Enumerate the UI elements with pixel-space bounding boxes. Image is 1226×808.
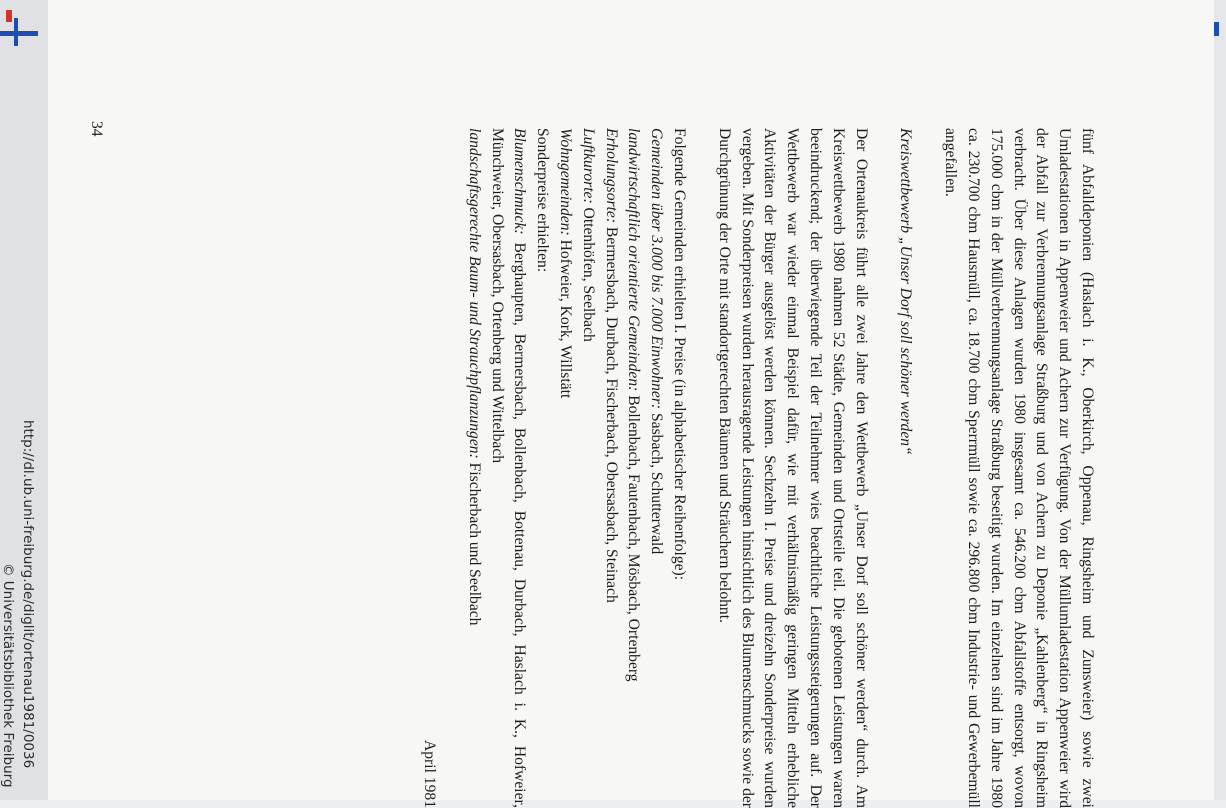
color-mark-right xyxy=(1214,22,1219,36)
entry-text: Hofweier, Kork, Willstätt xyxy=(557,235,575,399)
entry-label: landwirtschaftlich orientierte Gemeinden: xyxy=(625,128,643,392)
entry-list-item xyxy=(622,128,645,808)
document-text xyxy=(278,128,1098,808)
entry-label: Luftkurorte: xyxy=(579,128,597,204)
viewer-right-margin xyxy=(1214,0,1226,800)
special-entry-item xyxy=(485,128,531,808)
special-entry-item xyxy=(462,128,485,808)
section-heading: Kreiswettbewerb „Unser Dorf soll schöner werden“ xyxy=(897,128,915,455)
color-mark-red xyxy=(6,10,12,22)
color-mark-blue-horizontal xyxy=(0,31,38,36)
entry-list-item xyxy=(599,128,622,808)
document-date: April 1981 xyxy=(421,739,439,808)
entry-text: Sasbach, Schutterwald xyxy=(648,409,666,555)
entry-text: Ottenhöfen, Seelbach xyxy=(579,203,597,342)
paragraph-competition: Der Ortenaukreis führt alle zwei Jahre den Wettbewerb „Unser Dorf soll schöner werden“ durch. Am Kreiswettbewerb 1980 nahmen 52 Städte, Gemeinden und Ortsteile teil. Die gebotenen Leistungen waren beeindruckend; der überwiegende Teil der Teilnehmer wies beachtliche Leistungssteigerungen auf. Der Wettbewerb war wieder einmal Beispiel dafür, wie mit verhältnismäßig geringen Mitteln erhebliche Aktivitäten der Bürger ausgelöst werden können. Sechzehn I. Preise und dreizehn Sonderpreise wurden vergeben. Mit Sonderpreisen wurden herausragende Leistungen hinsichtlich des Blumenschmucks sowie der Durchgrünung der Orte mit standortgerechten Bäumen und Sträuchern belohnt. xyxy=(715,128,870,808)
entry-label: Gemeinden über 3.000 bis 7.000 Einwohner: xyxy=(648,128,666,410)
copyright-notice: © Universitätsbibliothek Freiburg xyxy=(0,563,16,788)
special-entry-text: Berghaupten, Bermersbach, Bollenbach, Bottenau, Durbach, Haslach i. K., Hofweier, Münchweier, Obersasbach, Ortenberg und Wittelbach xyxy=(488,128,529,808)
entry-text: Bollenbach, Fautenbach, Mösbach, Ortenberg xyxy=(625,391,643,682)
entry-label: Erholungsorte: xyxy=(602,128,620,224)
paragraph-waste-disposal: fünf Abfalldeponien (Haslach i. K., Oberkirch, Oppenau, Ringsheim und Zunsweier) sowie zwei Umladestationen in Appenweier und Achern zur Verfügung. Von der Müllumladestation Appenweier wird der Abfall zur Verbrennungsanlage Straßburg und von Achern zu Deponie „Kahlenberg“ in Ringsheim verbracht. Über diese Anlagen wurden 1980 insgesamt ca. 546.200 cbm Abfallstoffe entsorgt, wovon 175.000 cbm in der Müllverbrennungsanlage Straßburg beseitigt wurden. Im einzelnen sind im Jahre 1980 ca. 230.700 cbm Hausmüll, ca. 18.700 cbm Sperrmüll sowie ca. 296.800 cbm Industrie- und Gewerbemüll angefallen. xyxy=(942,128,1096,808)
special-entry-label: landschaftsgerechte Baum- und Strauchpflanzungen: xyxy=(465,128,483,459)
entry-list-item xyxy=(553,128,576,808)
color-mark-blue-vertical xyxy=(14,18,18,46)
entry-label: Wohngemeinden: xyxy=(557,128,575,236)
entry-text: Bermersbach, Durbach, Fischerbach, Obersasbach, Steinach xyxy=(602,223,620,603)
paragraph-winners-intro: Folgende Gemeinden erhielten I. Preise (in alphabetischer Reihenfolge): xyxy=(671,128,689,581)
entry-list-item xyxy=(576,128,599,808)
page-number: 34 xyxy=(88,121,105,137)
special-prizes-intro: Sonderpreise erhielten: xyxy=(534,128,552,273)
special-entry-label: Blumenschmuck: xyxy=(511,128,529,235)
source-url-link[interactable]: http://dl.ub.uni-freiburg.de/diglit/ortenau1981/0036 xyxy=(20,420,36,769)
special-entry-text: Fischerbach und Seelbach xyxy=(465,458,483,626)
entry-list-item xyxy=(644,128,667,808)
